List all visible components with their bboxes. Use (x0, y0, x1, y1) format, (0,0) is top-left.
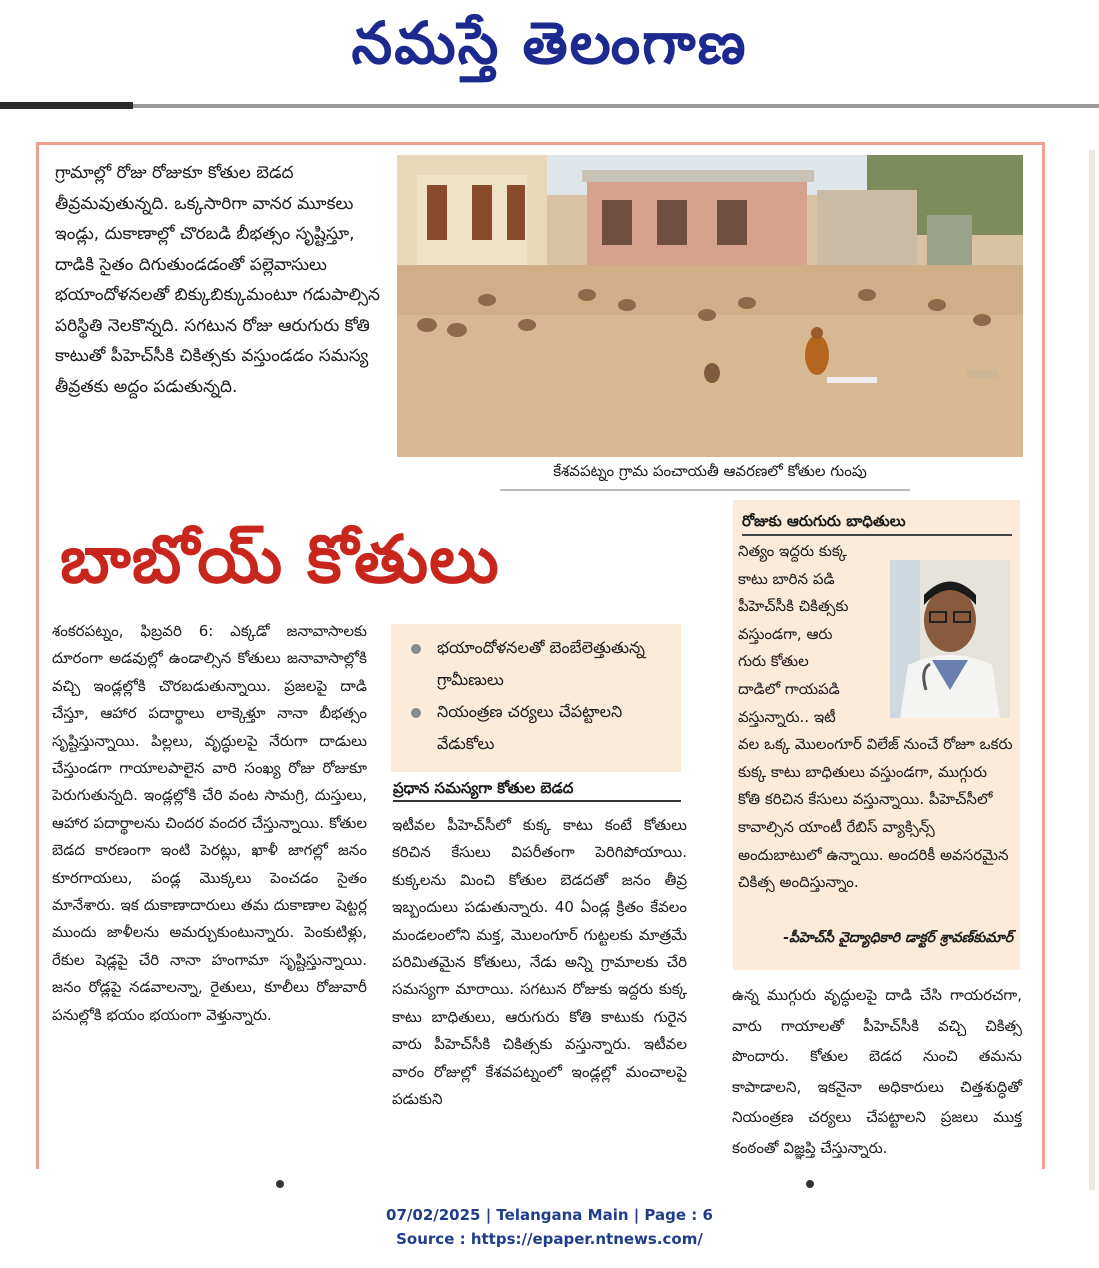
masthead-rule-light (133, 104, 1099, 108)
sidebar-line: గురు కోతుల (738, 652, 809, 671)
sidebar-line: వస్తుండగా, ఆరు (738, 624, 833, 643)
doctor-attribution: -పీహెచ్‌సీ వైద్యాధికారి డాక్టర్ శ్రావణ్‌కుమార్ (783, 930, 1013, 946)
footer (0, 1203, 1099, 1251)
intro-paragraph (55, 158, 385, 402)
headline: బాబోయ్ కోతులు (60, 521, 500, 598)
footer-date-page: 07/02/2025 | Telangana Main | Page : 6 (386, 1206, 713, 1224)
footer-source: Source : https://epaper.ntnews.com/ (396, 1230, 703, 1248)
masthead-rule-dark (0, 102, 133, 109)
highlight-item (403, 696, 675, 760)
adjacent-column-edge (1089, 150, 1095, 1190)
caption-underline (500, 489, 910, 491)
sidebar-title: రోజుకు ఆరుగురు బాధితులు (742, 512, 906, 530)
subhead-underline (393, 800, 681, 802)
fold-mark (806, 1180, 814, 1188)
masthead (0, 0, 1099, 100)
sidebar-line: పీహెచ్‌సీకి చికిత్సకు (738, 597, 849, 616)
column-2 (392, 812, 687, 1113)
sidebar-title-underline (742, 534, 1012, 536)
column-1-text: శంకరపట్నం, ఫిబ్రవరి 6: ఎక్కడో జనావాసాలకు దూరంగా అడవుల్లో ఉండాల్సిన కోతులు జనావాసాల్లోకి వచ్చి ఇండ్లల్లోకి చొరబడుతున్నాయి. ప్రజలపై దాడి చేస్తూ, ఆహార పదార్థాలు లాక్కెళ్తూ నానా బీభత్సం సృష్టిస్తున్నాయి. పిల్లలు, వృద్ధులపై నేరుగా దాడులు చేస్తుండగా గాయాలపాలైన వారి సంఖ్య రోజు రోజుకూ పెరుగుతున్నది. ఇండ్లల్లోకి చేరి వంట సామగ్రి, దుస్తులు, ఆహార పదార్థాలను చిందర వందర చేస్తున్నాయి. కోతుల బెడద కారణంగా ఇంటి పెరట్లు, ఖాళీ జాగల్లో జనం కూరగాయలు, పండ్ల మొక్కలు పెంచడం సైతం మానేశారు. ఇక దుకాణాదారులు తమ దుకాణాల షెట్టర్ల ముందు జాళీలను అమర్చుకుంటున్నారు. పెంకుటిళ్లు, రేకుల షెడ్లపై చేరి నానా హంగామా సృష్టిస్తున్నాయి. జనం రోడ్లపై నడవాలన్నా, రైతులు, కూలీలు రోజువారీ పనుల్లోకి భయం భయంగా వెళ్తున్నారు. (52, 622, 367, 1024)
doctor-photo (890, 560, 1010, 718)
bullet-icon (411, 644, 421, 654)
column-3-text: ఉన్న ముగ్గురు వృద్ధులపై దాడి చేసి గాయరచగా, వారు గాయాలతో పీహెచ్‌సీకి వచ్చి చికిత్స పొందారు. కోతుల బెడద నుంచి తమను కాపాడాలని, ఇకనైనా అధికారులు చిత్తశుద్ధితో నియంత్రణ చర్యలు చేపట్టాలని ప్రజలు ముక్త కంఠంతో విజ్ఞప్తి చేస్తున్నారు. (732, 986, 1022, 1157)
sidebar-text-rest: వల ఒక్క మొలంగూర్ విలేజ్ నుంచే రోజూ ఒకరు కుక్క కాటు బాధితులు వస్తుండగా, ముగ్గురు కోతి కరిచిన కేసులు వస్తున్నాయి. పీహెచ్‌సీలో కావాల్సిన యాంటీ రేబిస్ వ్యాక్సిన్స్ అందుబాటులో ఉన్నాయి. అందరికీ అవసరమైన చికిత్స అందిస్తున్నాం. (738, 735, 1013, 892)
fold-mark (276, 1180, 284, 1188)
highlight-item (403, 632, 675, 696)
column-2-subhead: ప్రధాన సమస్యగా కోతుల బెడద (393, 779, 574, 797)
column-2-text: ఇటీవల పీహెచ్‌సీలో కుక్క కాటు కంటే కోతులు కరిచిన కేసులు విపరీతంగా పెరిగిపోయాయి. కుక్కలను మించి కోతుల బెడదతో జనం తీవ్ర ఇబ్బందులు పడుతున్నారు. 40 ఏండ్ల క్రితం కేవలం మండలంలోని మక్త, మొలంగూర్ గుట్టలకు మాత్రమే పరిమితమైన కోతులు, నేడు అన్ని గ్రామాలకు చేరి సమస్యగా మారాయి. సగటున రోజుకు ఇద్దరు కుక్క కాటు బాధితులు, ఆరుగురు కోతి కాటుకు గురైన వారు పీహెచ్‌సీకి చికిత్సకు వస్తున్నారు. ఇటీవల వారం రోజుల్లో కేశవపట్నంలో ఇండ్లల్లో మంచాలపై పడుకుని (392, 816, 687, 1109)
bullet-icon (411, 708, 421, 718)
newspaper-title: నమస్తే తెలంగాణ (351, 9, 748, 77)
doctor-portrait-image (890, 560, 1010, 718)
highlight-text: భయాందోళనలతో బెంబేలెత్తుతున్న గ్రామీణులు (437, 638, 645, 689)
sidebar-line: దాడిలో గాయపడి (738, 679, 840, 698)
monkeys-photo-image (397, 155, 1023, 457)
highlights-box (391, 624, 681, 772)
sidebar-line: వస్తున్నారు.. ఇటీ (738, 707, 836, 726)
column-3 (732, 980, 1022, 1163)
monkeys-photo (397, 155, 1023, 457)
photo-caption: కేశవపట్నం గ్రామ పంచాయతీ ఆవరణలో కోతుల గుంపు (553, 462, 867, 480)
highlight-text: నియంత్రణ చర్యలు చేపట్టాలని వేడుకోలు (437, 702, 623, 753)
intro-text: గ్రామాల్లో రోజు రోజుకూ కోతుల బెడద తీవ్రమవుతున్నది. ఒక్కసారిగా వానర మూకలు ఇండ్లు, దుకాణాల్లో చొరబడి బీభత్సం సృష్టిస్తూ, దాడికి సైతం దిగుతుండడంతో పల్లెవాసులు భయాందోళనలతో బిక్కుబిక్కుమంటూ గడుపాల్సిన పరిస్థితి నెలకొన్నది. సగటున రోజు ఆరుగురు కోతి కాటుతో పీహెచ్‌సీకి చికిత్సకు వస్తుండడం సమస్య తీవ్రతకు అద్దం పడుతున్నది. (55, 163, 380, 397)
sidebar-line: కాటు బారిన పడి (738, 569, 835, 588)
column-1 (52, 618, 367, 1029)
sidebar-line: నిత్యం ఇద్దరు కుక్క (738, 542, 847, 560)
